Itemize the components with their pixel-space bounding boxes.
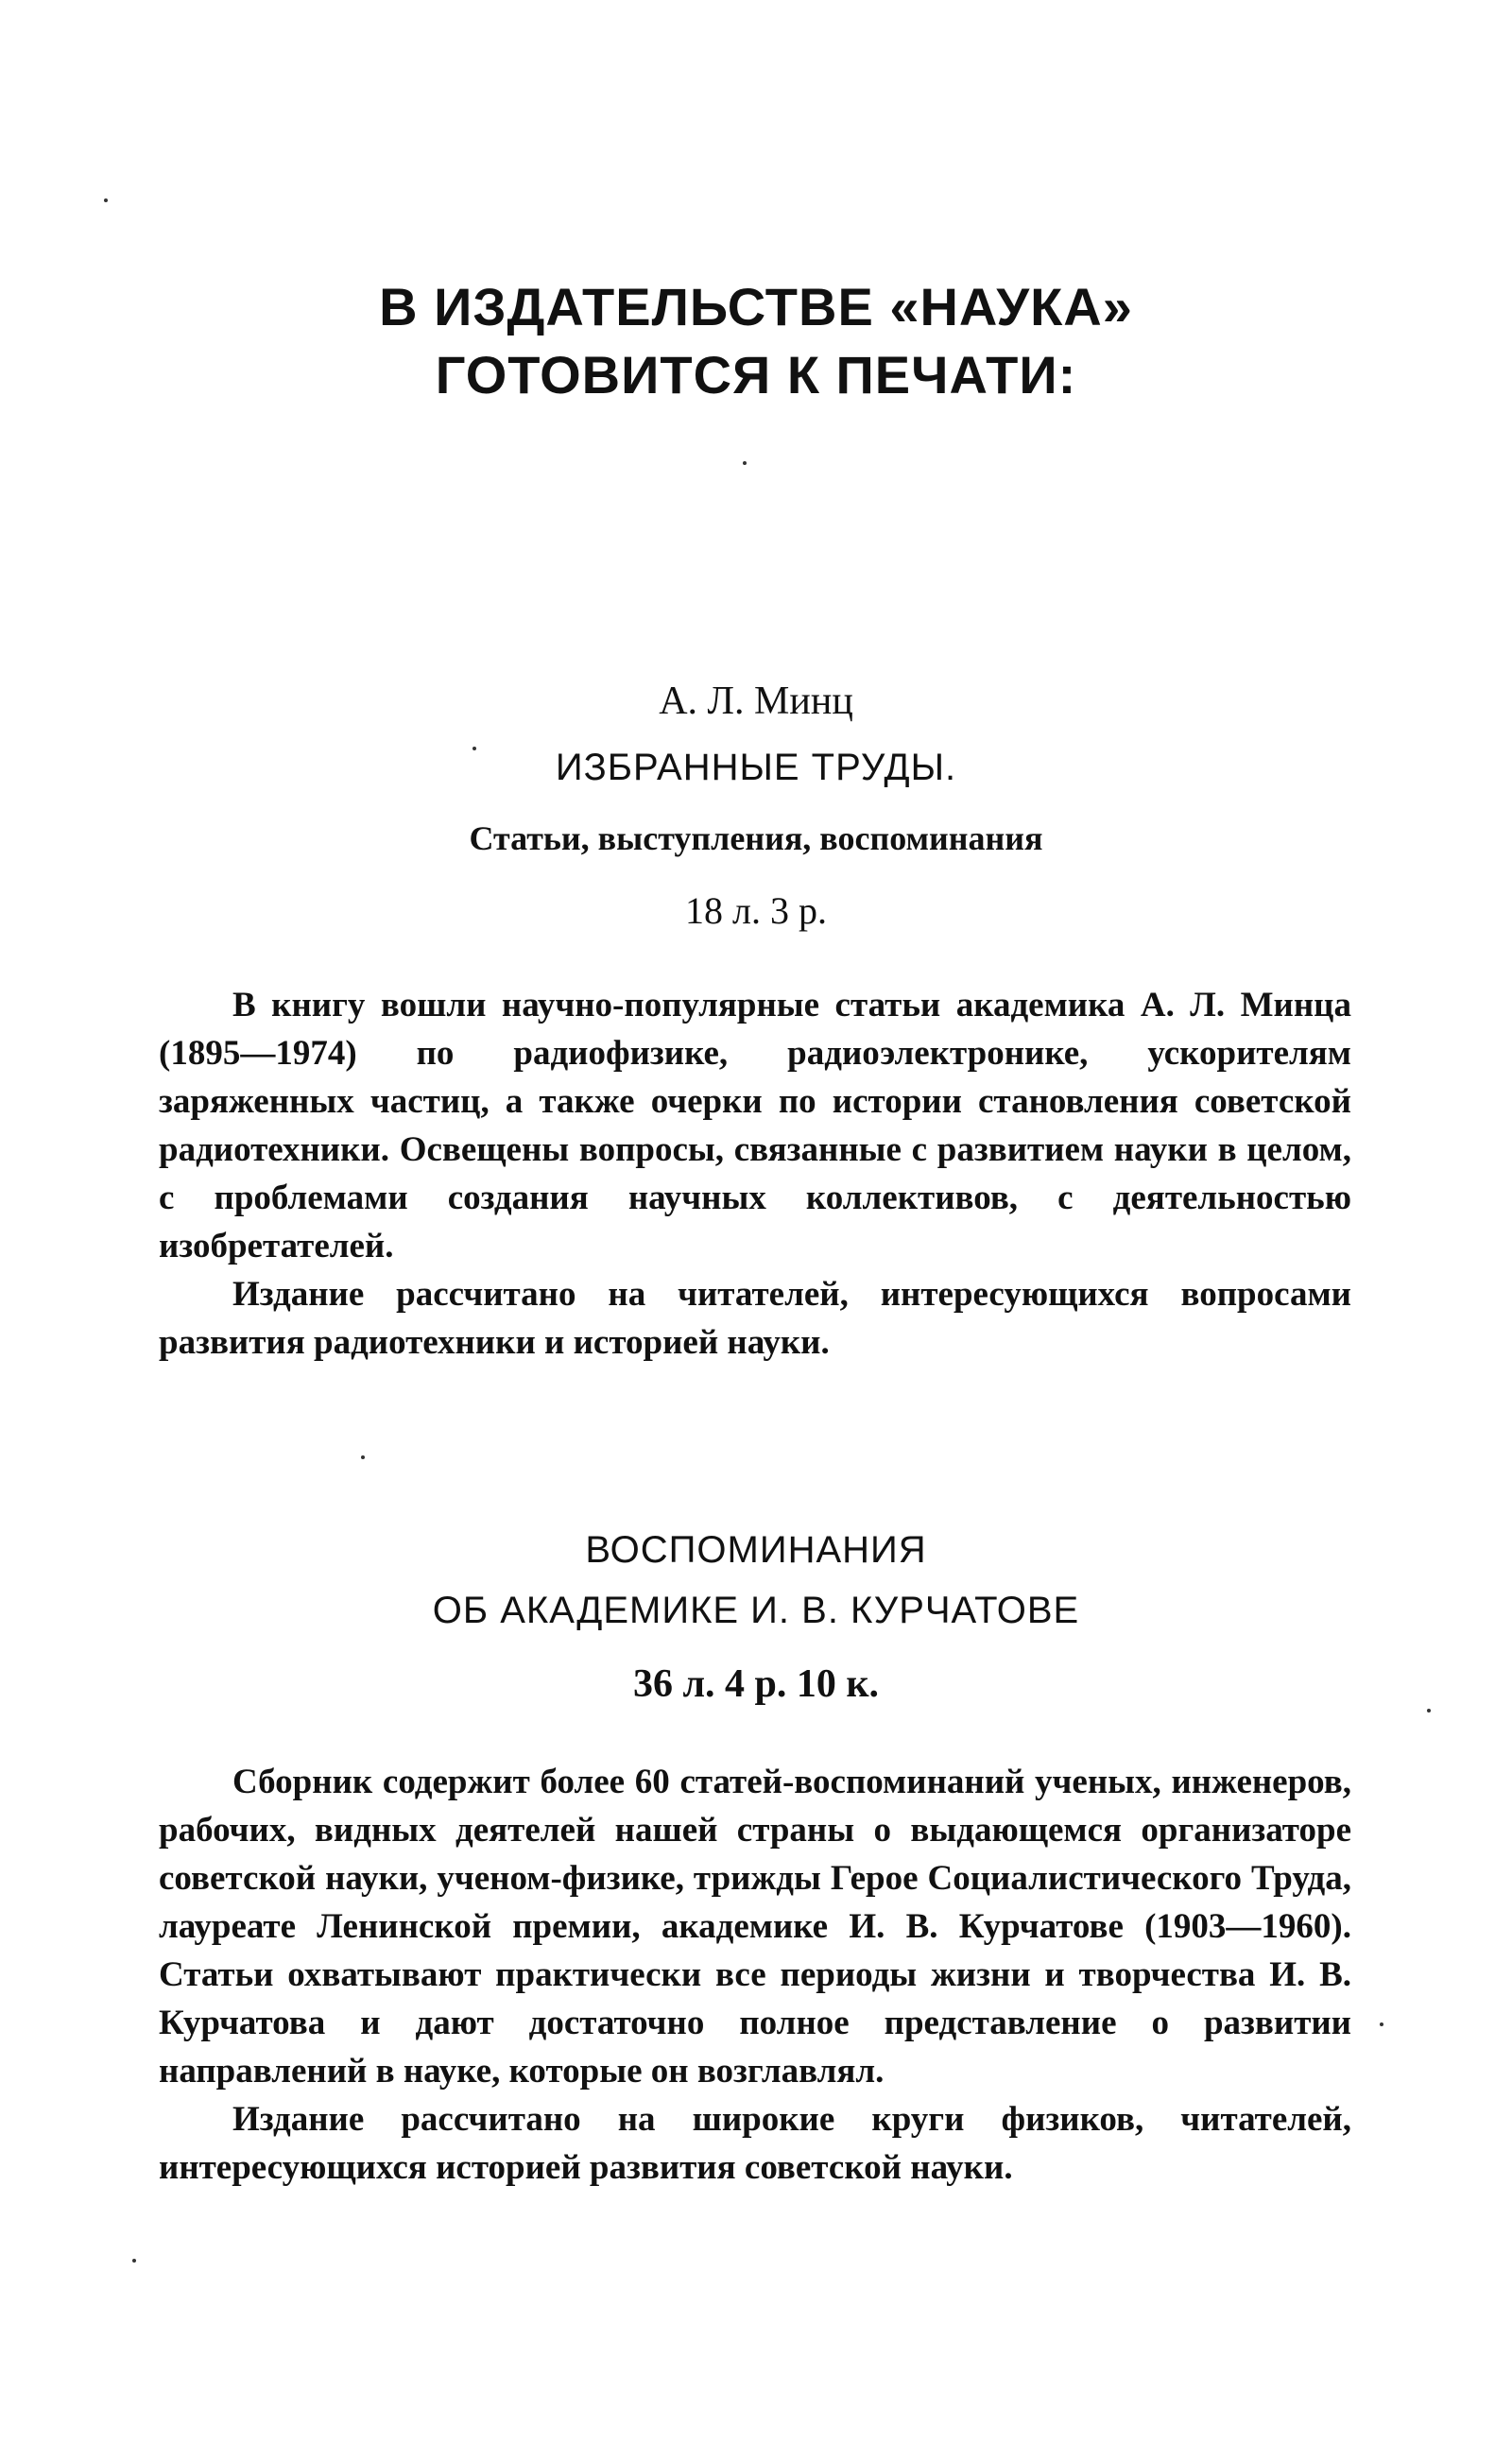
book-title-line-2: ОБ АКАДЕМИКЕ И. В. КУРЧАТОВЕ (432, 1590, 1080, 1631)
scan-speck (1380, 2022, 1383, 2026)
book-price: 18 л. 3 р. (685, 889, 827, 932)
book-description (159, 1758, 1351, 2192)
book-title-line-1: ВОСПОМИНАНИЯ (585, 1529, 927, 1571)
scan-speck (743, 461, 747, 465)
description-paragraph: Сборник содержит более 60 статей-воспоминаний ученых, инженеров, рабочих, видных деятелей нашей страны о выдающемся организаторе советской науки, ученом-физике, трижды Герое Социалистического Труда, лауреате Ленинской премии, академике И. В. Курчатове (1903—1960). Статьи охватывают практически все периоды жизни и творчества И. В. Курчатова и дают достаточно полное представление о развитии направлений в науке, которые он возглавлял. (159, 1763, 1351, 2091)
book-price: 36 л. 4 р. 10 к. (632, 1662, 880, 1706)
book-subtitle: Статьи, выступления, воспоминания (469, 819, 1043, 857)
description-paragraph: В книгу вошли научно-популярные статьи академика А. Л. Минца (1895—1974) по радиофизике, радиоэлектронике, ускорителям заряженных частиц, а также очерки по истории становления советской радиотехники. Освещены вопросы, связанные с развитием науки в целом, с проблемами создания научных коллективов, с деятельностью изобретателей. (159, 986, 1351, 1265)
book-title: ИЗБРАННЫЕ ТРУДЫ. (555, 747, 957, 788)
scan-speck (361, 1455, 365, 1459)
page-heading-line-2: ГОТОВИТСЯ К ПЕЧАТИ: (435, 345, 1077, 404)
page-heading-line-1: В ИЗДАТЕЛЬСТВЕ «НАУКА» (379, 277, 1133, 336)
scan-speck (132, 2259, 136, 2263)
scan-speck (1427, 1709, 1431, 1712)
description-paragraph: Издание рассчитано на широкие круги физиков, читателей, интересующихся историей развития советской науки. (159, 2100, 1351, 2187)
scan-speck (104, 198, 108, 202)
book-description (159, 981, 1351, 1367)
description-paragraph: Издание рассчитано на читателей, интересующихся вопросами развития радиотехники и историей науки. (159, 1275, 1351, 1362)
scan-speck (472, 747, 476, 750)
book-author: А. Л. Минц (659, 680, 853, 723)
